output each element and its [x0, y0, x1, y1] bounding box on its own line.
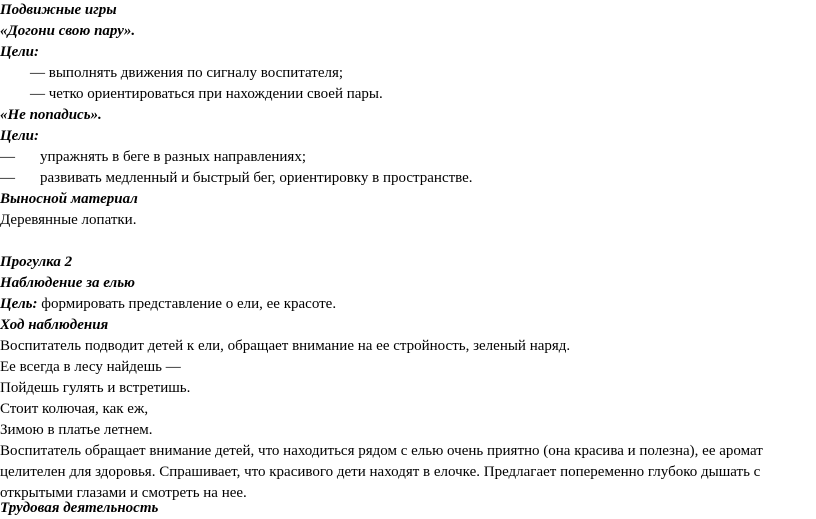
labor-title: Трудовая деятельность: [0, 500, 159, 516]
heading-outdoor-games: Подвижные игры: [0, 2, 117, 18]
paragraph-2-line-1: Воспитатель обращает внимание детей, что находиться рядом с елью очень приятно (она красива и полезна), ее аромат: [0, 443, 763, 459]
game2-goal-1: упражнять в беге в разных направлениях;: [40, 149, 307, 165]
paragraph-1: Воспитатель подводит детей к ели, обращает внимание на ее стройность, зеленый наряд.: [0, 338, 571, 354]
process-label: Ход наблюдения: [0, 317, 109, 333]
poem-line-3: Стоит колючая, как еж,: [0, 401, 149, 417]
walk-title: Прогулка 2: [0, 254, 73, 270]
poem-line-2: Пойдешь гулять и встретишь.: [0, 380, 191, 396]
paragraph-2-line-3: открытыми глазами и смотреть на нее.: [0, 485, 247, 501]
observation-title: Наблюдение за елью: [0, 275, 135, 291]
game2-goal-1-dash: —: [0, 149, 15, 165]
game1-goal-1: — выполнять движения по сигналу воспитателя;: [30, 65, 344, 81]
paragraph-2-line-2: целителен для здоровья. Спрашивает, что красивого дети находят в елочке. Предлагает попеременно глубоко дышать с: [0, 464, 761, 480]
game1-goal-2: — четко ориентироваться при нахождении своей пары.: [30, 86, 383, 102]
game2-goals-label: Цели:: [0, 128, 39, 144]
aim-text: формировать представление о ели, ее красоте.: [37, 296, 337, 312]
material-label: Выносной материал: [0, 191, 138, 207]
game1-title: «Догони свою пару».: [0, 23, 136, 39]
game2-goal-2: развивать медленный и быстрый бег, ориентировку в пространстве.: [40, 170, 473, 186]
aim-label: Цель:: [0, 296, 38, 312]
game2-title: «Не попадись».: [0, 107, 102, 123]
poem-line-4: Зимою в платье летнем.: [0, 422, 153, 438]
aim-line: [0, 294, 336, 315]
material-text: Деревянные лопатки.: [0, 212, 137, 228]
game2-goal-2-dash: —: [0, 170, 15, 186]
game1-goals-label: Цели:: [0, 44, 39, 60]
poem-line-1: Ее всегда в лесу найдешь —: [0, 359, 181, 375]
